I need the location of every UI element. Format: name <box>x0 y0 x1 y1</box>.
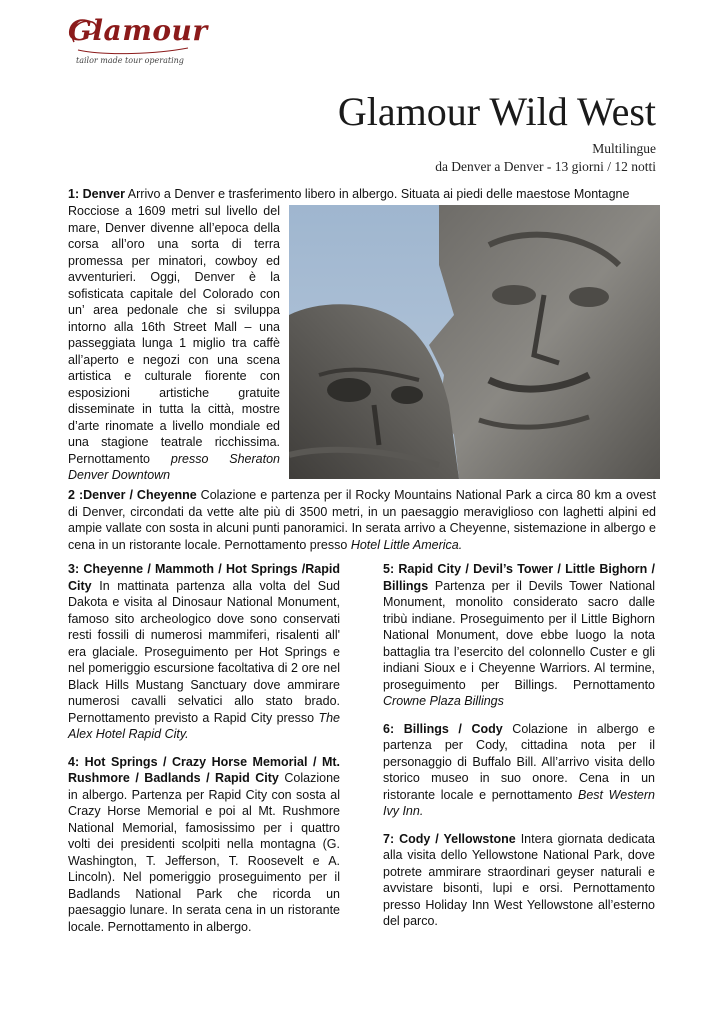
day-7-heading: 7: Cody / Yellowstone <box>383 831 516 846</box>
day-2 <box>68 487 656 553</box>
day-3-hotel: The Alex Hotel Rapid City. <box>68 710 340 741</box>
left-column <box>68 561 340 946</box>
day-1-hotel: presso Sheraton Denver Downtown <box>68 451 280 482</box>
day-4 <box>68 754 340 936</box>
mount-rushmore-photo <box>289 205 660 479</box>
day-6 <box>383 721 655 820</box>
day-1-intro <box>68 186 656 203</box>
day-7 <box>383 831 655 930</box>
day-5 <box>383 561 655 710</box>
day-4-body: Colazione in albergo. Partenza per Rapid City con sosta al Crazy Horse Memorial e poi al Mt. Rushmore National Memorial, famosissimo per i quattro volti dei presidenti scolpiti nella montagna (G. Washington, T. Jefferson, T. Roosevelt e A. Lincoln). Nel pomeriggio proseguimento per il Badlands National Park che ricorda un paesaggio lunare. In serata cena in un ristorante locale. Pernottamento in albergo. <box>68 771 340 934</box>
day-1-body <box>68 203 280 484</box>
day-7-body: Intera giornata dedicata alla visita dello Yellowstone National Park, dove potrete ammirare straordinari geyser naturali e avvistare bisonti, lupi e orsi. Pernottamento presso Holiday Inn West Yellowstone all’esterno del parco. <box>383 831 655 928</box>
day-6-body: Colazione in albergo e partenza per Cody, cittadina nota per il personaggio di Buffalo Bill. All’arrivo visita dello storico museo in suo onore. Cena in un ristorante locale e pernottamento <box>383 721 655 802</box>
day-5-heading: 5: Rapid City / Devil’s Tower / Little Bighorn / Billings <box>383 562 655 593</box>
day-1-intro-text: Arrivo a Denver e trasferimento libero in albergo. Situata ai piedi delle maestose Montagne <box>127 187 630 201</box>
page-title: Glamour Wild West <box>337 89 656 134</box>
day-2-hotel: Hotel Little America. <box>350 537 463 552</box>
day-3 <box>68 561 340 743</box>
day-2-body: Colazione e partenza per il Rocky Mountains National Park a circa 80 km a ovest di Denver, circondati da vette alte più di 3500 metri, in un paesaggio meraviglioso con laghetti alpini ed ampie vallate con sosta in alcuni punti panoramici. In serata arrivo a Cheyenne, sistemazione in albergo e cena in un ristorante locale. Pernottamento presso <box>68 488 656 552</box>
day-1-body-text: Rocciose a 1609 metri sul livello del mare, Denver divenne all’epoca della corsa all’oro una sorta di terra promessa per minatori, cowboy ed avventurieri. Oggi, Denver è la sofisticata capitale del Colorado con un’ area pedonale che si sviluppa intorno alla 16th Street Mall – una passeggiata lunga 1 miglio tra caffè all’aperto e negozi con una scena artistica e culturale fiorente con esposizioni artistiche gratuite disseminate in tutta la città, mostre d’arte rinomate a livello mondiale ed una stagione teatrale ricchissima. Pernottamento <box>68 204 280 466</box>
day-3-heading: 3: Cheyenne / Mammoth / Hot Springs /Rapid City <box>68 562 340 593</box>
logo-wordmark: Glamour <box>68 14 208 47</box>
logo-tagline: tailor made tour operating <box>76 56 184 65</box>
day-2-heading: 2 :Denver / Cheyenne <box>68 488 197 502</box>
day-6-hotel: Best Western Ivy Inn. <box>383 787 655 818</box>
subtitle-block <box>435 140 656 176</box>
day-3-body: In mattinata partenza alla volta del Sud Dakota e visita al Dinosaur National Monument, famoso sito archeologico dove sono conservati resti fossili di numerosi mammiferi, risalenti all' era glaciale. Proseguimento per Hot Springs e nel pomeriggio escursione facoltativa di 2 ore nel Black Hills Mustang Sanctuary dove ammirare numerosi cavalli selvatici allo stato brado. Pernottamento previsto a Rapid City presso <box>68 578 340 725</box>
brand-logo <box>66 12 208 72</box>
day-6-heading: 6: Billings / Cody <box>383 721 503 736</box>
language-label: Multilingue <box>592 141 656 156</box>
route-label: da Denver a Denver - 13 giorni / 12 notti <box>435 159 656 174</box>
right-column <box>383 561 655 941</box>
mount-rushmore-image <box>289 205 660 479</box>
day-4-heading: 4: Hot Springs / Crazy Horse Memorial / Mt. Rushmore / Badlands / Rapid City <box>68 754 340 785</box>
day-5-hotel: Crowne Plaza Billings <box>383 694 504 708</box>
day-5-body: Partenza per il Devils Tower National Monument, monolito considerato sacro dalle tribù indiane. Proseguimento per il Little Bighorn National Monument, dove ebbe luogo la nota battaglia tra l’esercito del colonnello Custer e gli indiani Sioux e i Cheyenne Warriors. Al termine, proseguimento per Billings. Pernottamento <box>383 578 655 692</box>
day-1-heading: 1: Denver <box>68 187 125 201</box>
